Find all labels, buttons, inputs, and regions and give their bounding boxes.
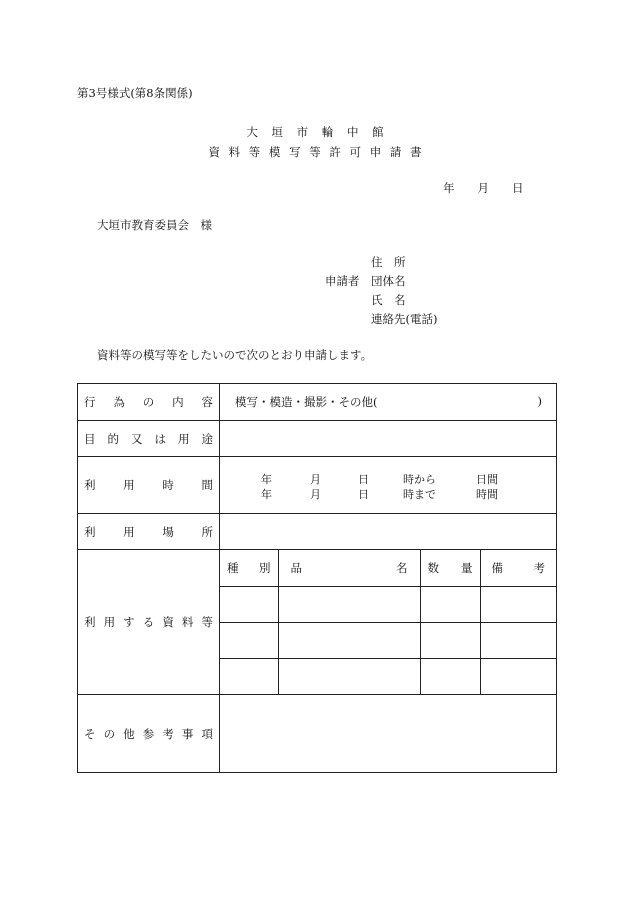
materials-cell[interactable] xyxy=(278,658,420,694)
time-hours: 時間 xyxy=(476,488,498,501)
materials-cell[interactable] xyxy=(220,622,278,658)
date-line: 年 月 日 xyxy=(443,181,524,195)
facility-title: 大 垣 市 輪 中 館 xyxy=(246,125,384,139)
materials-cell[interactable] xyxy=(420,658,480,694)
materials-type-header: 種 別 xyxy=(227,560,271,575)
materials-cell[interactable] xyxy=(480,658,556,694)
purpose-field[interactable] xyxy=(220,421,557,457)
materials-cell[interactable] xyxy=(278,586,420,622)
materials-cell[interactable] xyxy=(480,586,556,622)
other-notes-label: そ の 他 参 考 事 項 xyxy=(84,726,213,741)
materials-cell[interactable] xyxy=(220,586,278,622)
act-content-label: 行 為 の 内 容 xyxy=(84,395,213,409)
materials-label: 利 用 す る 資 料 等 xyxy=(84,615,213,629)
materials-row xyxy=(220,658,556,694)
applicant-name-label: 氏 名 xyxy=(371,293,406,307)
time-from-hour: 時から xyxy=(403,473,436,486)
usage-place-label: 利 用 場 所 xyxy=(84,524,213,539)
materials-row xyxy=(220,622,556,658)
form-number: 第3号様式(第8条関係) xyxy=(77,86,193,100)
materials-cell[interactable] xyxy=(420,586,480,622)
time-from-day: 日 xyxy=(358,473,369,486)
applicant-org-label: 団体名 xyxy=(371,274,406,288)
time-from-year: 年 xyxy=(261,473,272,486)
act-content-close: ) xyxy=(537,394,542,408)
time-to-day: 日 xyxy=(358,488,369,501)
time-to-hour: 時まで xyxy=(403,488,436,501)
intro-text: 資料等の模写等をしたいので次のとおり申請します。 xyxy=(97,348,373,362)
act-content-value: 模写・模造・撮影・その他( xyxy=(235,395,378,409)
time-to-year: 年 xyxy=(261,488,272,501)
time-from-month: 月 xyxy=(310,473,321,486)
time-to-month: 月 xyxy=(310,488,321,501)
other-notes-field[interactable] xyxy=(220,695,557,773)
usage-time-label: 利 用 時 間 xyxy=(84,478,213,492)
applicant-contact-label: 連絡先(電話) xyxy=(371,312,438,326)
materials-item-header: 品 名 xyxy=(290,560,408,575)
document-title: 資 料 等 模 写 等 許 可 申 請 書 xyxy=(208,145,422,159)
materials-notes-header: 備 考 xyxy=(491,560,545,575)
materials-qty-header: 数 量 xyxy=(427,560,473,575)
usage-time-field[interactable] xyxy=(220,457,557,514)
materials-table xyxy=(220,550,556,694)
time-days: 日間 xyxy=(476,473,498,486)
addressee: 大垣市教育委員会 様 xyxy=(97,218,212,232)
materials-cell[interactable] xyxy=(480,622,556,658)
materials-cell[interactable] xyxy=(278,622,420,658)
applicant-address-label: 住 所 xyxy=(371,255,406,269)
usage-place-field[interactable] xyxy=(220,514,557,550)
applicant-label: 申請者 xyxy=(325,274,360,288)
materials-row xyxy=(220,586,556,622)
materials-cell[interactable] xyxy=(420,622,480,658)
materials-cell[interactable] xyxy=(220,658,278,694)
purpose-label: 目 的 又 は 用 途 xyxy=(84,431,213,446)
application-table xyxy=(77,383,557,773)
